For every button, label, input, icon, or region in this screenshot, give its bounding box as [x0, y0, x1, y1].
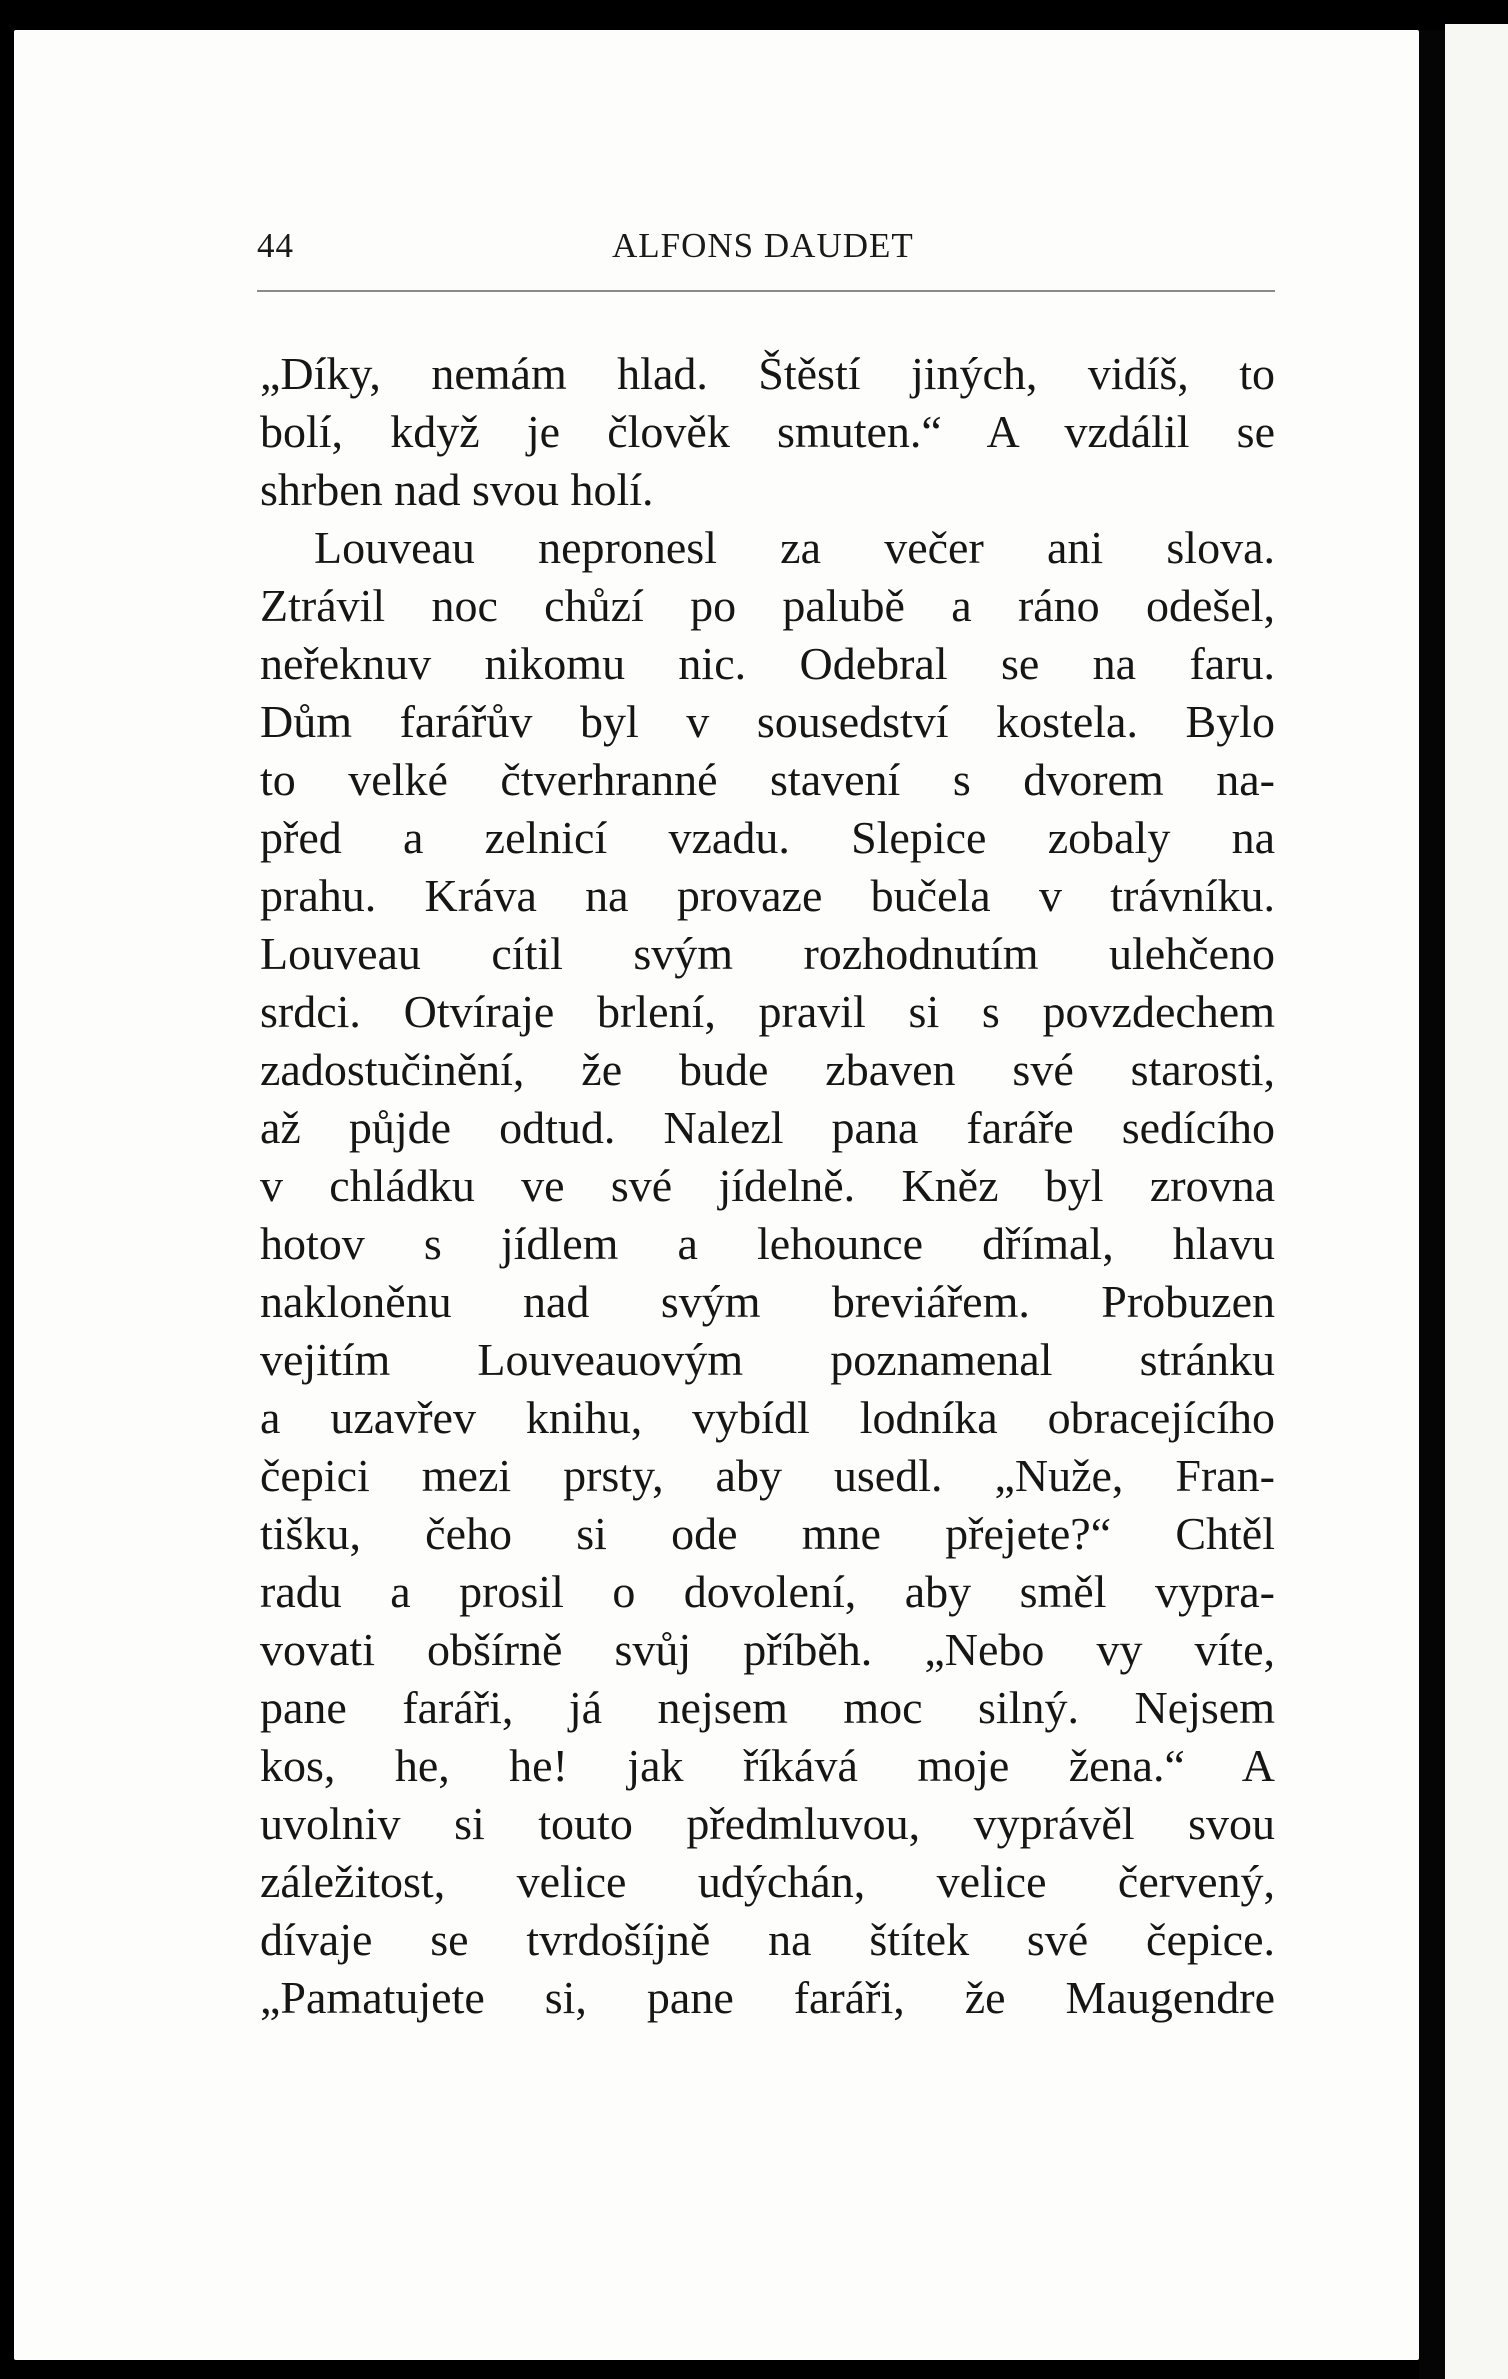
- page-number: 44: [257, 226, 294, 265]
- text-line: srdci. Otvíraje brlení, pravil si s povzdechem: [260, 986, 1275, 1037]
- text-line: čepici mezi prsty, aby usedl. „Nuže, Fran-: [260, 1450, 1275, 1501]
- text-line: vejitím Louveauovým poznamenal stránku: [260, 1334, 1275, 1385]
- page-gutter: [1419, 30, 1445, 2379]
- text-line: radu a prosil o dovolení, aby směl vypra-: [260, 1566, 1275, 1617]
- text-line: „Díky, nemám hlad. Štěstí jiných, vidíš, to: [260, 348, 1275, 399]
- text-line: to velké čtverhranné stavení s dvorem na-: [260, 754, 1275, 805]
- text-line: Louveau nepronesl za večer ani slova.: [314, 522, 1275, 573]
- text-line: „Pamatujete si, pane faráři, že Maugendre: [260, 1972, 1275, 2023]
- text-line: Ztrávil noc chůzí po palubě a ráno odešel,: [260, 580, 1275, 631]
- text-line: a uzavřev knihu, vybídl lodníka obracejícího: [260, 1392, 1275, 1443]
- text-line: uvolniv si touto předmluvou, vyprávěl svou: [260, 1798, 1275, 1849]
- adjacent-page-edge: [1445, 24, 1508, 2379]
- text-line: Louveau cítil svým rozhodnutím ulehčeno: [260, 928, 1275, 979]
- header-rule: [257, 290, 1275, 292]
- text-line: neřeknuv nikomu nic. Odebral se na faru.: [260, 638, 1275, 689]
- text-line: pane faráři, já nejsem moc silný. Nejsem: [260, 1682, 1275, 1733]
- text-line: nakloněnu nad svým breviářem. Probuzen: [260, 1276, 1275, 1327]
- text-line: až půjde odtud. Nalezl pana faráře sedícího: [260, 1102, 1275, 1153]
- text-line: kos, he, he! jak říkává moje žena.“ A: [260, 1740, 1275, 1791]
- text-line: vovati obšírně svůj příběh. „Nebo vy víte,: [260, 1624, 1275, 1675]
- body-text: [260, 345, 1275, 2027]
- text-line: shrben nad svou holí.: [260, 464, 654, 515]
- running-title: ALFONS DAUDET: [612, 226, 914, 265]
- text-line: Dům farářův byl v sousedství kostela. Bylo: [260, 696, 1275, 747]
- text-line: dívaje se tvrdošíjně na štítek své čepice.: [260, 1914, 1275, 1965]
- text-line: zadostučinění, že bude zbaven své starosti,: [260, 1044, 1275, 1095]
- text-line: hotov s jídlem a lehounce dřímal, hlavu: [260, 1218, 1275, 1269]
- text-line: tišku, čeho si ode mne přejete?“ Chtěl: [260, 1508, 1275, 1559]
- text-line: před a zelnicí vzadu. Slepice zobaly na: [260, 812, 1275, 863]
- running-head: [257, 226, 1275, 286]
- text-line: prahu. Kráva na provaze bučela v trávníku.: [260, 870, 1275, 921]
- text-line: záležitost, velice udýchán, velice červený,: [260, 1856, 1275, 1907]
- text-line: v chládku ve své jídelně. Kněz byl zrovna: [260, 1160, 1275, 1211]
- text-line: bolí, když je člověk smuten.“ A vzdálil se: [260, 406, 1275, 457]
